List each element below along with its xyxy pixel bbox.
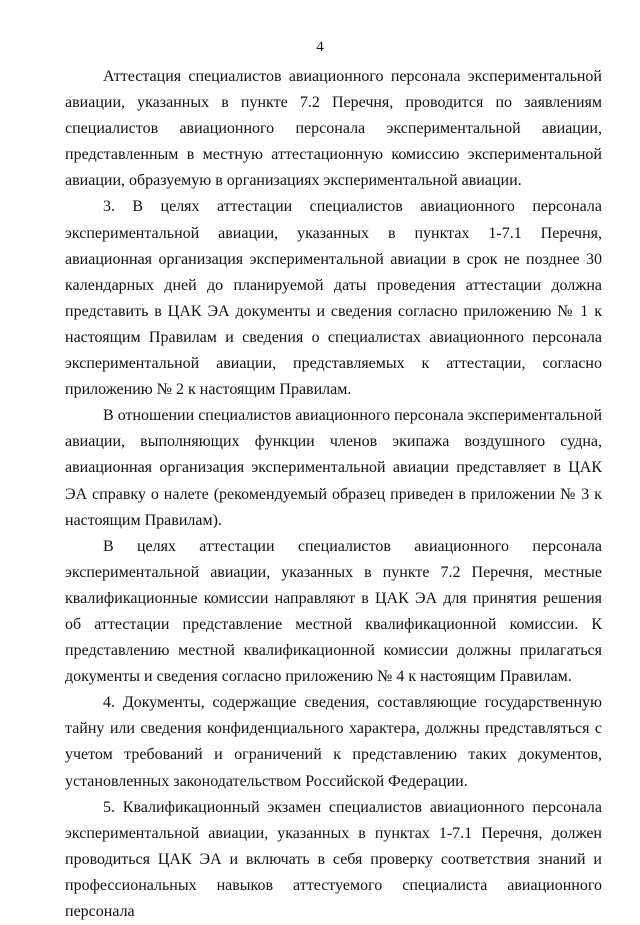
paragraph-local-commissions: В целях аттестации специалистов авиационного персонала экспериментальной авиации, указанных в пункте 7.2 Перечня, местные квалификационные комиссии направляют в ЦАК ЭА для принятия решения об аттестации представление местной квалификационной комиссии. К представлению местной квалификационной комиссии должны прилагаться документы и сведения согласно приложению № 4 к настоящим Правилам. bbox=[65, 537, 602, 686]
page-number: 4 bbox=[316, 39, 324, 55]
paragraph-attestation-7-2: Аттестация специалистов авиационного персонала экспериментальной авиации, указанных в пункте 7.2 Перечня, проводится по заявлениям специалистов авиационного персонала экспериментальной авиации, представленным в местную аттестационную комиссию экспериментальной авиации, образуемую в организациях экспериментальной авиации. bbox=[65, 68, 602, 190]
paragraph-5: 5. Квалификационный экзамен специалистов авиационного персонала экспериментальной авиации, указанных в пунктах 1-7.1 Перечня, должен проводиться ЦАК ЭА и включать в себя проверку соответствия знаний и профессиональных навыков аттестуемого специалиста авиационного персонала bbox=[65, 798, 602, 920]
paragraph-4: 4. Документы, содержащие сведения, составляющие государственную тайну или сведения конфиденциального характера, должны представляться с учетом требований и ограничений к представлению таких документов, установленных законодательством Российской Федерации. bbox=[65, 694, 602, 790]
paragraph-3: 3. В целях аттестации специалистов авиационного персонала экспериментальной авиации, указанных в пунктах 1-7.1 Перечня, авиационная организация экспериментальной авиации в срок не позднее 30 календарных дней до планируемой даты проведения аттестации должна представить в ЦАК ЭА документы и сведения согласно приложению № 1 к настоящим Правилам и сведения о специалистах авиационного персонала экспериментальной авиации, представляемых к аттестации, согласно приложению № 2 к настоящим Правилам. bbox=[65, 198, 602, 399]
paragraph-flight-hours: В отношении специалистов авиационного персонала экспериментальной авиации, выполняющих функции членов экипажа воздушного судна, авиационная организация экспериментальной авиации представляет в ЦАК ЭА справку о налете (рекомендуемый образец приведен в приложении № 3 к настоящим Правилам). bbox=[65, 407, 602, 529]
document-body bbox=[65, 64, 602, 925]
